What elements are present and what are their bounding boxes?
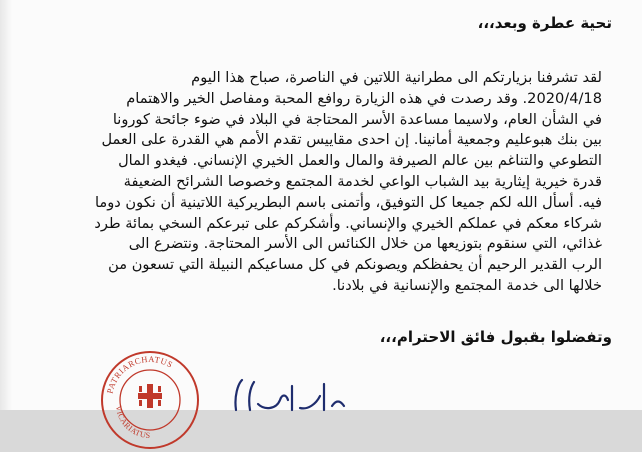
body-line: التطوعي والتناغم بين عالم الصيرفة والمال والعمل الخيري الإنساني. فيغدو المال xyxy=(118,152,602,170)
page-edge-shadow xyxy=(0,0,12,410)
letter-greeting: تحية عطرة وبعد،،، xyxy=(477,14,612,32)
body-line: بين بنك هبوعليم وجمعية أمانينا. إن احدى مقاييس تقدم الأمم هي القدرة على العمل xyxy=(101,131,602,149)
patriarchate-seal-icon xyxy=(98,348,202,452)
body-line: الرب القدير الرحيم أن يحفظكم ويصونكم في كل مساعيكم النبيلة التي تسعون من xyxy=(108,256,602,274)
signature-icon xyxy=(228,370,348,414)
body-line: شركاء معكم في عملكم الخيري والإنساني. وأشكركم على تبرعكم السخي بمائة طرد xyxy=(94,214,602,232)
body-line: قدرة خيرية إيثارية بيد الشباب الواعي لخدمة المجتمع وخصوصا الشرائح الضعيفة xyxy=(123,172,602,190)
body-line: غذائي، التي سنقوم بتوزيعها من خلال الكنائس الى الأسر المحتاجة. ونتضرع الى xyxy=(128,235,602,253)
letter-closing: وتفضلوا بقبول فائق الاحترام،،، xyxy=(379,328,612,346)
svg-text:PATRIARCHATUS: PATRIARCHATUS xyxy=(104,353,175,395)
letter-body xyxy=(42,68,602,297)
body-line: خلالها الى خدمة المجتمع والإنسانية في بلادنا. xyxy=(332,276,602,294)
body-line: فيه. أسأل الله لكم جميعا كل التوفيق، وأتمنى باسم البطريركية اللاتينية أن نكون دوما xyxy=(94,193,602,211)
body-line: 2020/4/18. وقد رصدت في هذه الزيارة روافع المحبة ومفاصل الخير والاهتمام xyxy=(126,89,602,107)
body-line: لقد تشرفنا بزيارتكم الى مطرانية اللاتين في الناصرة، صباح هذا اليوم xyxy=(191,69,602,86)
svg-text:VICARIATUS: VICARIATUS xyxy=(113,404,151,441)
body-line: في الشأن العام، ولاسيما مساعدة الأسر المحتاجة في البلاد في ضوء جائحة كورونا xyxy=(112,110,602,128)
